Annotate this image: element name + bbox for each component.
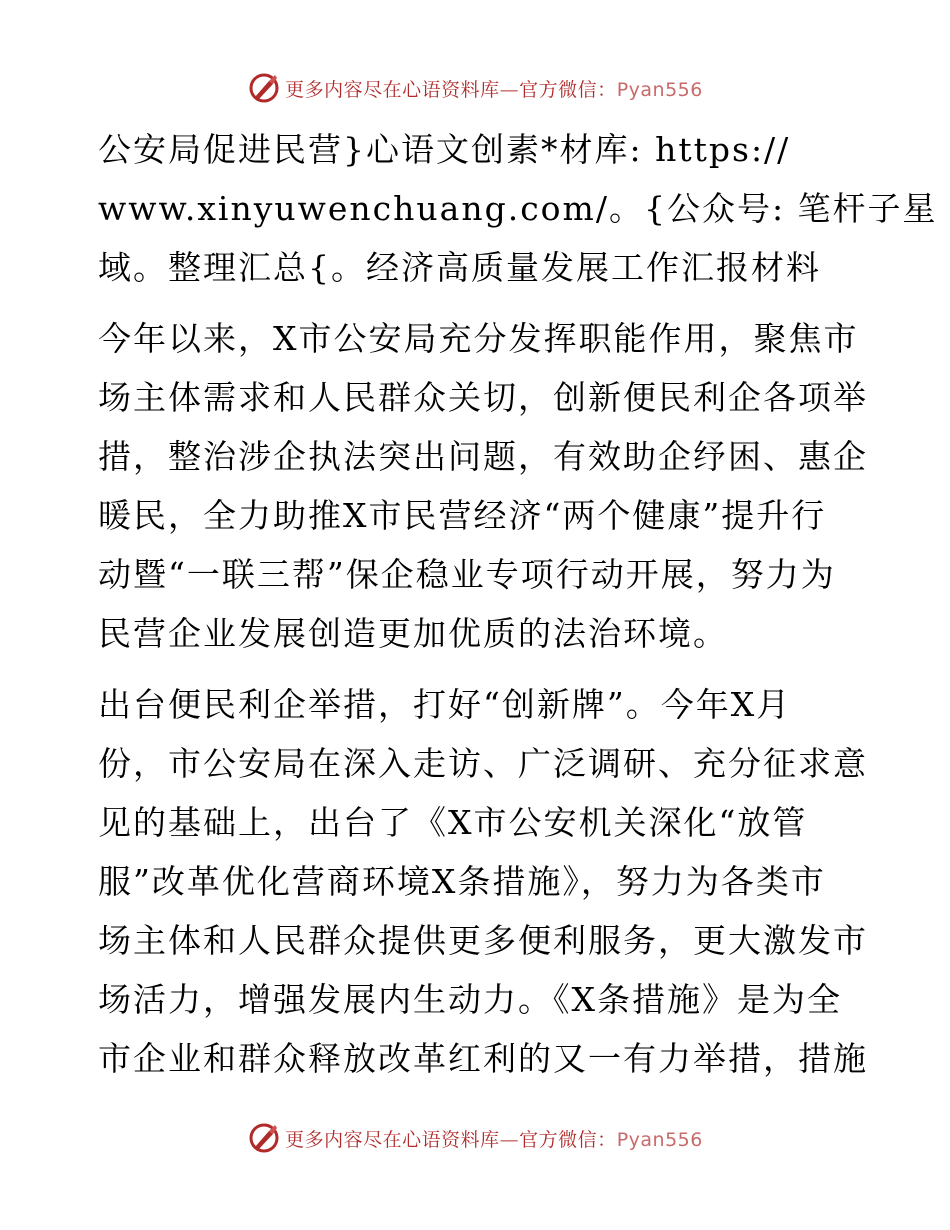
text-line: 今年以来，X市公安局充分发挥职能作用，聚焦市 bbox=[98, 319, 859, 358]
text-line: 措，整治涉企执法突出问题，有效助企纾困、惠企 bbox=[98, 437, 868, 476]
text-line: 份，市公安局在深入走访、广泛调研、充分征求意 bbox=[98, 744, 868, 783]
text-line: 域。整理汇总{。经济高质量发展工作汇报材料 bbox=[98, 248, 821, 287]
paragraph-intro bbox=[98, 309, 868, 663]
text-line: 见的基础上，出台了《X市公安机关深化“放管 bbox=[98, 803, 808, 842]
text-line: 暖民，全力助推X市民营经济“两个健康”提升行 bbox=[98, 496, 827, 535]
paragraph-title bbox=[98, 120, 938, 297]
watermark-text: 更多内容尽在心语资料库—官方微信：Pyan556 bbox=[285, 78, 703, 101]
paragraph-measures bbox=[98, 675, 868, 1088]
footer-watermark-banner bbox=[0, 1118, 950, 1158]
text-line: 民营企业发展创造更加优质的法治环境。 bbox=[98, 614, 728, 653]
header-watermark-banner bbox=[0, 68, 950, 108]
pen-logo-icon bbox=[247, 1121, 281, 1155]
document-body bbox=[98, 120, 938, 1100]
text-line: 场主体需求和人民群众关切，创新便民利企各项举 bbox=[98, 378, 868, 417]
text-line: 出台便民利企举措，打好“创新牌”。今年X月 bbox=[98, 685, 792, 724]
text-line: 服”改革优化营商环境X条措施》，努力为各类市 bbox=[98, 862, 826, 901]
text-line: 动暨“一联三帮”保企稳业专项行动开展，努力为 bbox=[98, 555, 836, 594]
pen-logo-icon bbox=[247, 71, 281, 105]
text-line: 公安局促进民营}心语文创素*材库: https:// bbox=[98, 130, 791, 169]
text-line: 场活力，增强发展内生动力。《X条措施》是为全 bbox=[98, 980, 842, 1019]
text-line: 市企业和群众释放改革红利的又一有力举措，措施 bbox=[98, 1039, 868, 1078]
text-line: 场主体和人民群众提供更多便利服务，更大激发市 bbox=[98, 921, 868, 960]
watermark-text: 更多内容尽在心语资料库—官方微信：Pyan556 bbox=[285, 1128, 703, 1151]
text-line: www.xinyuwenchuang.com/。{公众号: 笔杆子星 bbox=[98, 189, 938, 228]
